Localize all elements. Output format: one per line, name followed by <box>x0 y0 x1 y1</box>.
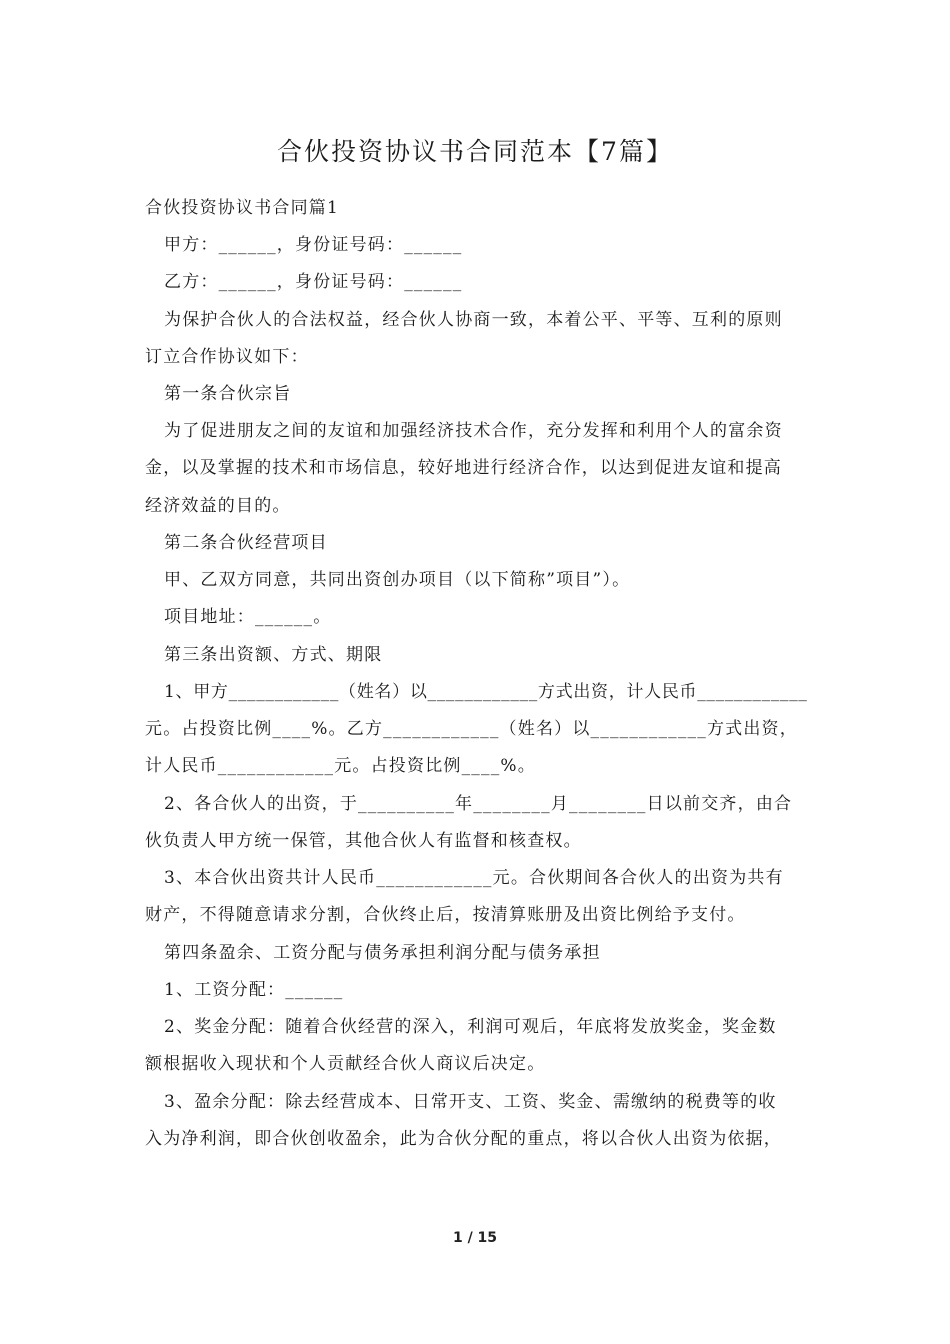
paragraph-line: 2、各合伙人的出资，于__________年________月________日以前交齐，由合 <box>164 794 793 814</box>
paragraph-line: 入为净利润，即合伙创收盈余，此为合伙分配的重点，将以合伙人出资为依据， <box>145 1129 782 1149</box>
party-b-line: 乙方：______，身份证号码：______ <box>164 272 463 292</box>
paragraph-line: 伙负责人甲方统一保管，其他合伙人有监督和核查权。 <box>145 831 582 851</box>
article-heading: 第二条合伙经营项目 <box>164 533 328 553</box>
paragraph-line: 1、甲方____________（姓名）以____________方式出资，计人民币____________ <box>164 682 808 702</box>
article-heading: 第一条合伙宗旨 <box>164 384 292 404</box>
paragraph-line: 财产，不得随意请求分割，合伙终止后，按清算账册及出资比例给予支付。 <box>145 905 746 925</box>
paragraph-line: 额根据收入现状和个人贡献经合伙人商议后决定。 <box>145 1054 546 1074</box>
party-a-line: 甲方：______，身份证号码：______ <box>164 235 463 255</box>
document-title: 合伙投资协议书合同范本【7篇】 <box>277 137 673 166</box>
paragraph-line: 订立合作协议如下： <box>145 347 309 367</box>
page-indicator: 1 / 15 <box>452 1230 498 1246</box>
paragraph-line: 项目地址：______。 <box>164 607 332 627</box>
paragraph-line: 为保护合伙人的合法权益，经合伙人协商一致，本着公平、平等、互利的原则 <box>164 310 783 330</box>
paragraph-line: 3、盈余分配：除去经营成本、日常开支、工资、奖金、需缴纳的税费等的收 <box>164 1092 777 1112</box>
paragraph-line: 金，以及掌握的技术和市场信息，较好地进行经济合作，以达到促进友谊和提高 <box>145 458 782 478</box>
paragraph-line: 为了促进朋友之间的友谊和加强经济技术合作，充分发挥和利用个人的富余资 <box>164 421 783 441</box>
article-heading: 第三条出资额、方式、期限 <box>164 645 383 665</box>
paragraph-line: 甲、乙双方同意，共同出资创办项目（以下简称”项目”）。 <box>164 570 631 590</box>
paragraph-line: 经济效益的目的。 <box>145 496 291 516</box>
paragraph-line: 元。占投资比例____%。乙方____________（姓名）以____________方式出资， <box>145 719 798 739</box>
paragraph-line: 1、工资分配：______ <box>164 980 344 1000</box>
section-heading: 合伙投资协议书合同篇1 <box>145 198 340 218</box>
paragraph-line: 计人民币____________元。占投资比例____%。 <box>145 756 536 776</box>
paragraph-line: 3、本合伙出资共计人民币____________元。合伙期间各合伙人的出资为共有 <box>164 868 784 888</box>
paragraph-line: 2、奖金分配：随着合伙经营的深入，利润可观后，年底将发放奖金，奖金数 <box>164 1017 777 1037</box>
article-heading: 第四条盈余、工资分配与债务承担利润分配与债务承担 <box>164 943 601 963</box>
